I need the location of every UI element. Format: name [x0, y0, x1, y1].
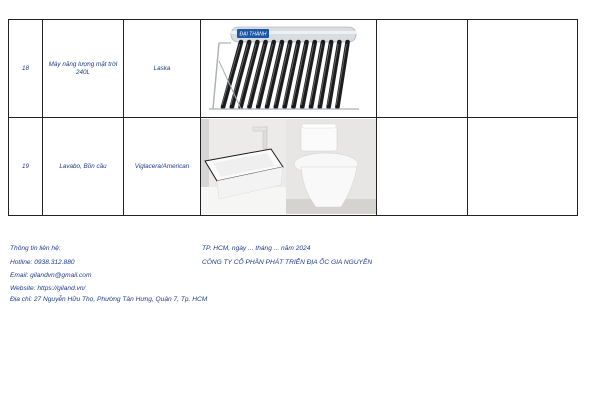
item-brand: Viglacera/American — [124, 118, 201, 216]
empty-cell — [468, 20, 578, 118]
hotline: Hotline: 0938.312.880 — [10, 259, 75, 266]
date-line: TP. HCM, ngày ... tháng ... năm 2024 — [202, 245, 311, 252]
empty-cell — [377, 118, 468, 216]
materials-table — [8, 19, 578, 216]
empty-cell — [468, 118, 578, 216]
item-image-cell — [201, 118, 377, 216]
address: Địa chỉ: 27 Nguyễn Hữu Thọ, Phường Tân Hưng, Quận 7, Tp. HCM — [10, 296, 208, 303]
solar-water-heater-image — [201, 21, 376, 116]
washbasin-toilet-image — [201, 119, 376, 214]
table-row — [9, 118, 578, 216]
item-brand: Laska — [124, 20, 201, 118]
row-number: 19 — [9, 118, 43, 216]
empty-cell — [377, 20, 468, 118]
table-row — [9, 20, 578, 118]
email: Email: gilandvn@gmail.com — [10, 272, 92, 279]
item-image-cell — [201, 20, 377, 118]
item-name: Máy năng lượng mặt trời 240L — [43, 20, 124, 118]
website: Website: https://giland.vn/ — [10, 285, 86, 292]
item-name: Lavabo, Bồn cầu — [43, 118, 124, 216]
company-name: CÔNG TY CỔ PHẦN PHÁT TRIỂN ĐỊA ỐC GIA NGUYÊN — [202, 259, 373, 266]
row-number: 18 — [9, 20, 43, 118]
brand-logo-text: ĐẠI THÀNH — [239, 31, 267, 38]
contact-heading: Thông tin liên hệ: — [10, 245, 61, 252]
